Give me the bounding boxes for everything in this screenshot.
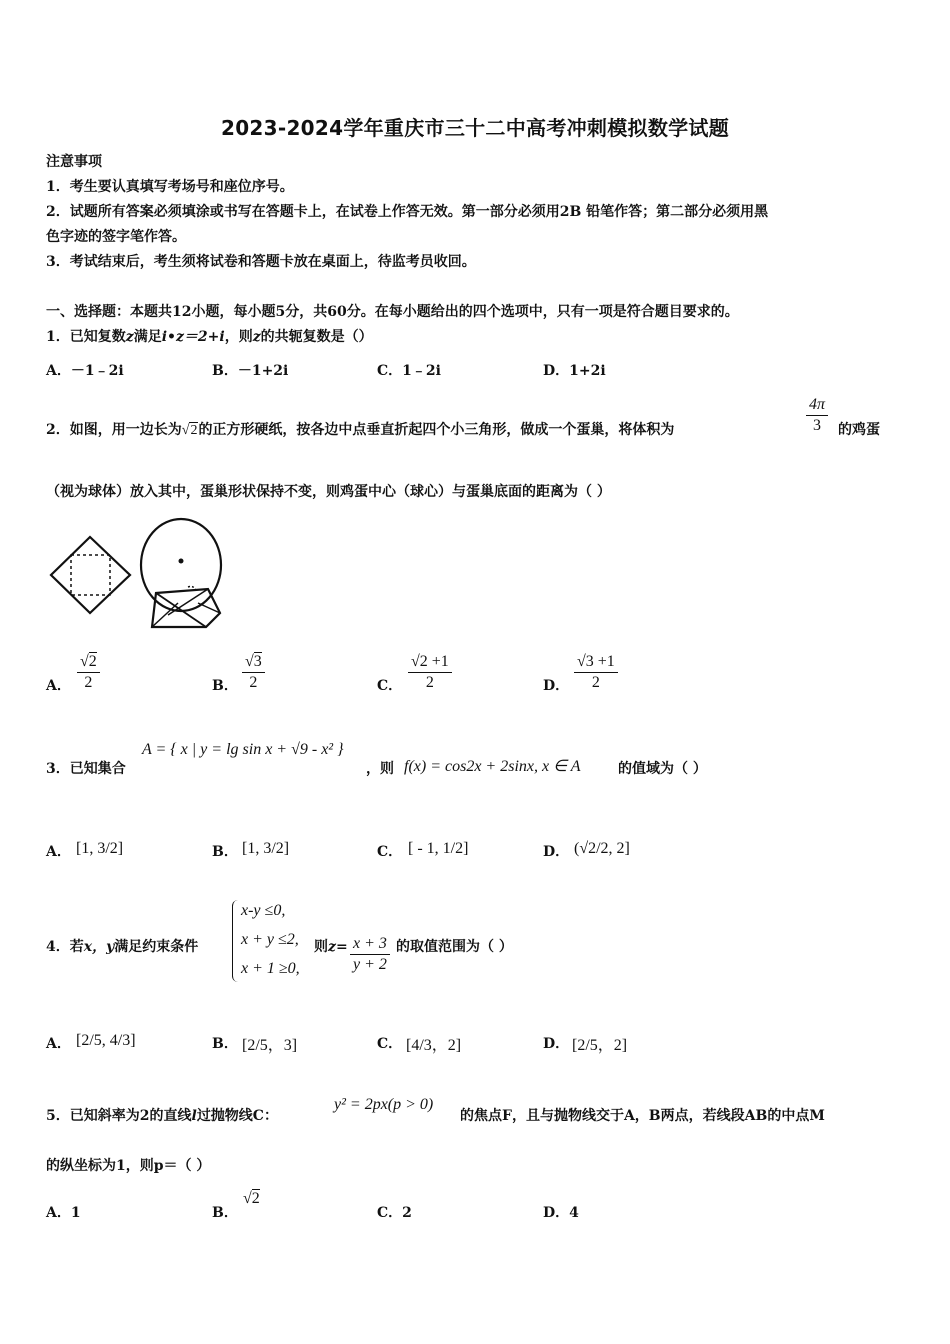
q5-option-a: A．1 (46, 1205, 81, 1221)
q2-option-d-num: √3 +1 (574, 652, 618, 673)
q3-option-c: [ - 1, 1/2] (408, 840, 469, 857)
question-5-stem (46, 1106, 278, 1126)
q2-option-d-label: D． (543, 678, 570, 694)
q2-option-a-label: A． (46, 678, 71, 694)
q2-text: 2．如图，用一边长为 (46, 422, 182, 438)
question-4-stem-2 (314, 937, 348, 957)
q4-text: 则 (314, 939, 328, 955)
q2-text: 的鸡蛋 (838, 422, 880, 438)
q2-option-c-num: √2 +1 (408, 652, 452, 673)
q1-text: ，则 (224, 329, 253, 345)
q2-option-c-den: 2 (425, 674, 434, 691)
q4-z-num: x + 3 (350, 934, 390, 955)
q2-option-d-den: 2 (591, 674, 600, 691)
q5-parabola: y² = 2px(p > 0) (334, 1096, 434, 1113)
q4-brace (232, 900, 239, 982)
q4-constraint: x + 1 ≥0, (241, 960, 300, 977)
q4-option-a-label: A． (46, 1036, 71, 1052)
q2-option-c-radicand: 2 +1 (419, 653, 449, 670)
nest-edge (156, 593, 206, 627)
q3-text: 3．已知集合 (46, 761, 126, 777)
question-2-stem (46, 420, 674, 441)
q5-option-b: √2 (243, 1190, 260, 1207)
q1-option-d: D．1+2i (543, 363, 606, 379)
q2-option-a-radicand: 2 (88, 653, 97, 670)
q1-text: 1．已知复数 (46, 329, 126, 345)
q3-option-a-label: A． (46, 844, 71, 860)
q2-option-d-radicand: 3 +1 (585, 653, 615, 670)
q3-option-d: (√2/2, 2] (574, 840, 630, 857)
notice-item: 2．试题所有答案必须填涂或书写在答题卡上，在试卷上作答无效。第一部分必须用2B 铅笔作答；第二部分必须用黑 (46, 204, 769, 220)
q4-constraint: x-y ≤0, (241, 902, 286, 919)
q4-z-label: z= (328, 939, 348, 955)
q2-option-b-num: √3 (242, 652, 265, 673)
notice-heading: 注意事项 (46, 154, 102, 170)
q3-function: f(x) = cos2x + 2sinx, x ∈ A (404, 758, 581, 775)
q3-text: ，则 (366, 761, 394, 777)
q2-option-c-label: C． (377, 678, 403, 694)
section-header: 一、选择题：本题共12小题，每小题5分，共60分。在每小题给出的四个选项中，只有一项是符合题目要求的。 (46, 304, 739, 320)
q1-equation: i•z＝2+i (161, 329, 225, 345)
q5-var-l: l (191, 1108, 197, 1124)
q1-option-c: C．1﹣2i (377, 363, 441, 379)
q3-set-expression: A = { x | y = lg sin x + √9 - x² } (142, 741, 344, 758)
page-title: 2023-2024学年重庆市三十二中高考冲刺模拟数学试题 (220, 116, 730, 140)
q4-text: 的取值范围为（ ） (396, 939, 513, 955)
q4-text: 4．若 (46, 939, 84, 955)
q3-option-a: [1, 3/2] (76, 840, 124, 857)
q2-volume-num: 4π (806, 395, 828, 416)
q4-z-fraction (350, 934, 390, 975)
notice-item: 1．考生要认真填写考场号和座位序号。 (46, 179, 294, 195)
q1-text: 满足 (133, 329, 162, 345)
q2-option-a-num: √2 (77, 652, 100, 673)
q2-option-b-den: 2 (249, 674, 258, 691)
q1-var-z: z (252, 329, 261, 345)
q2-side-value: 2 (190, 423, 198, 438)
q2-side-sqrt: √2 (181, 423, 198, 438)
q2-text: （视为球体）放入其中，蛋巢形状保持不变，则鸡蛋中心（球心）与蛋巢底面的距离为（ ） (46, 484, 611, 500)
q4-option-b: [2/5，3] (242, 1037, 298, 1054)
notice-item: 3．考试结束后，考生须将试卷和答题卡放在桌面上，待监考员收回。 (46, 254, 476, 270)
q2-volume-den: 3 (813, 417, 821, 434)
q5-text: 的焦点F，且与抛物线交于A，B两点，若线段AB的中点M (460, 1108, 825, 1124)
q3-option-b-label: B． (212, 844, 238, 860)
q4-option-b-label: B． (212, 1036, 238, 1052)
q4-z-den: y + 2 (353, 956, 387, 973)
q2-option-b (242, 652, 265, 693)
q3-option-b: [1, 3/2] (242, 840, 290, 857)
q2-text: 的正方形硬纸，按各边中点垂直折起四个小三角形，做成一个蛋巢，将体积为 (198, 422, 675, 438)
q4-option-c-label: C． (377, 1036, 403, 1052)
q5-option-c: C．2 (377, 1205, 412, 1221)
q4-constraint: x + y ≤2, (241, 931, 299, 948)
q4-vars: x，y (83, 939, 115, 955)
q2-option-a (77, 652, 100, 693)
q5-option-b-value: 2 (251, 1190, 260, 1207)
egg-circle (141, 519, 221, 611)
q5-option-b-label: B． (212, 1205, 238, 1221)
q2-option-b-label: B． (212, 678, 238, 694)
q2-option-b-radicand: 3 (253, 653, 262, 670)
q5-text: 的纵坐标为1，则p＝（ ） (46, 1158, 211, 1174)
q4-option-d: [2/5，2] (572, 1037, 628, 1054)
q1-option-a: A．－1﹣2i (46, 363, 124, 379)
q1-var-z: z (125, 329, 134, 345)
q4-option-c: [4/3，2] (406, 1037, 462, 1054)
folded-square-outline (51, 537, 130, 613)
q5-text: 5．已知斜率为2的直线 (46, 1108, 192, 1124)
q5-text: 过抛物线C： (196, 1108, 278, 1124)
q2-option-c (408, 652, 452, 693)
egg-nest-figure (48, 515, 228, 635)
q2-option-d (574, 652, 618, 693)
q1-option-b: B．－1+2i (212, 363, 289, 379)
q2-volume-fraction (806, 395, 828, 436)
q4-text: 满足约束条件 (114, 939, 199, 955)
q2-option-a-den: 2 (84, 674, 93, 691)
question-1-stem (46, 327, 373, 347)
q1-text: 的共轭复数是（） (260, 329, 373, 345)
fold-lines (71, 555, 110, 595)
q3-text: 的值域为（ ） (618, 761, 707, 777)
q5-option-d: D．4 (543, 1205, 579, 1221)
sphere-center-dot (179, 559, 184, 564)
question-4-stem (46, 937, 198, 957)
q3-option-c-label: C． (377, 844, 403, 860)
q3-option-d-label: D． (543, 844, 570, 860)
q4-option-d-label: D． (543, 1036, 570, 1052)
notice-item: 色字迹的签字笔作答。 (46, 229, 186, 245)
q4-option-a: [2/5, 4/3] (76, 1032, 136, 1049)
